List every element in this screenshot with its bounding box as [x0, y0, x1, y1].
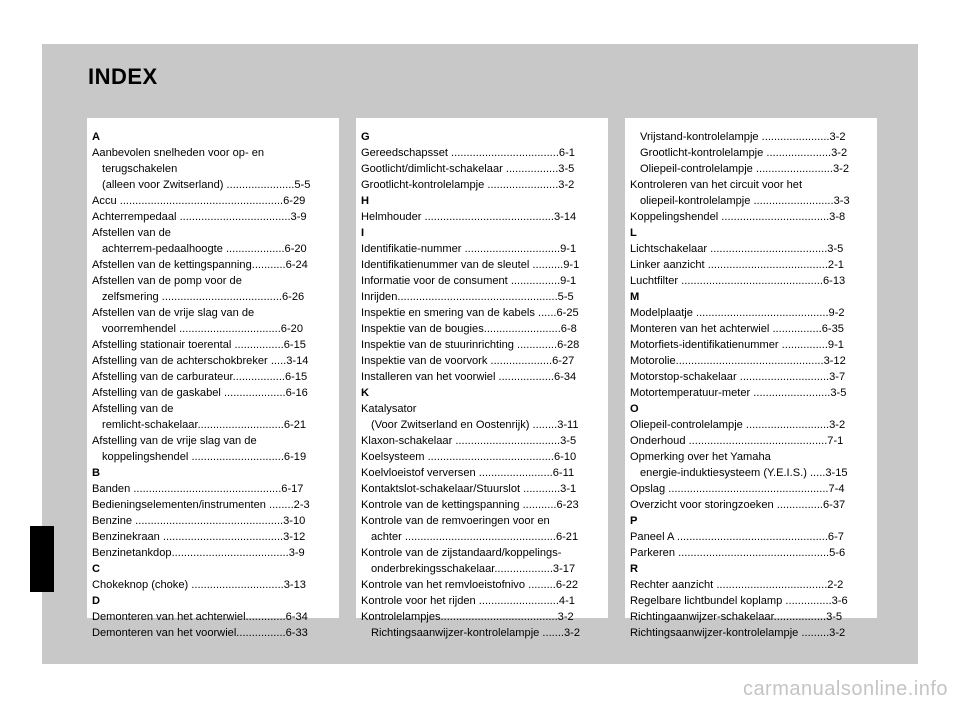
index-column-2	[356, 118, 608, 639]
page-title: INDEX	[88, 64, 158, 89]
index-entry: Afstellen van de	[92, 227, 171, 239]
index-entry: Benzinetankdop......................................3-9	[92, 547, 305, 559]
index-entry: Regelbare lichtbundel koplamp ...............3-6	[630, 595, 848, 607]
index-list	[87, 129, 339, 641]
index-entry: Bedieningselementen/instrumenten ........2-3	[92, 499, 310, 511]
index-entry: Motortemperatuur-meter .........................3-5	[630, 387, 847, 399]
section-letter: G	[361, 131, 370, 143]
index-entry: Demonteren van het voorwiel................6-33	[92, 627, 308, 639]
index-entry: Kontroleren van het circuit voor het	[630, 179, 803, 191]
watermark: carmanualsonline.info	[742, 678, 948, 700]
index-entry: Accu .....................................................6-29	[92, 195, 306, 207]
index-entry: Kontrole van de kettingspanning ...........6-23	[361, 499, 579, 511]
index-entry: Linker aanzicht .......................................2-1	[630, 259, 844, 271]
index-entry: Afstellen van de pomp voor de	[92, 275, 242, 287]
index-entry: zelfsmering .......................................6-26	[102, 291, 305, 303]
section-letter: D	[92, 595, 101, 607]
index-entry: Kontrolelampjes......................................3-2	[361, 611, 574, 623]
index-entry: achterrem-pedaalhoogte ...................6-20	[102, 243, 307, 255]
index-entry: energie-induktiesysteem (Y.E.I.S.) .....3-15	[640, 467, 848, 479]
index-entry: Koelsysteem .........................................6-10	[361, 451, 577, 463]
section-letter: C	[92, 563, 101, 575]
index-entry: Kontrole van het remvloeistofnivo .........6-22	[361, 579, 579, 591]
index-entry: Modelplaatje ...........................................9-2	[630, 307, 845, 319]
index-entry: Rechter aanzicht ....................................2-2	[630, 579, 844, 591]
chapter-tab-marker	[30, 526, 54, 592]
index-entry: Klaxon-schakelaar ..................................3-5	[361, 435, 577, 447]
index-entry: Richtingsaanwijzer-kontrolelampje .......3-2	[371, 627, 581, 639]
section-letter: A	[92, 131, 101, 143]
index-entry: Banden ................................................6-17	[92, 483, 304, 495]
index-entry: terugschakelen	[102, 163, 178, 175]
index-entry: Kontrole van de remvoeringen voor en	[361, 515, 550, 527]
index-entry: Afstellen van de vrije slag van de	[92, 307, 255, 319]
index-entry: Benzinekraan .......................................3-12	[92, 531, 306, 543]
index-entry: voorremhendel .................................6-20	[102, 323, 303, 335]
index-entry: Grootlicht-kontrolelampje .......................3-2	[361, 179, 575, 191]
index-entry: Koelvloeistof verversen ........................6-11	[361, 467, 575, 479]
index-entry: Achterrempedaal ....................................3-9	[92, 211, 307, 223]
index-entry: Inrijden....................................................5-5	[361, 291, 574, 303]
section-letter: I	[361, 227, 365, 239]
index-entry: Identifikatie-nummer ...............................9-1	[361, 243, 577, 255]
index-entry: Motorstop-schakelaar .............................3-7	[630, 371, 846, 383]
index-entry: Parkeren .................................................5-6	[630, 547, 846, 559]
index-entry: Paneel A .................................................6-7	[630, 531, 844, 543]
index-entry: Luchtfilter ..............................................6-13	[630, 275, 846, 287]
section-letter: H	[361, 195, 370, 207]
index-entry: Afstelling van de carburateur.................6-15	[92, 371, 308, 383]
index-entry: (Voor Zwitserland en Oostenrijk) ........3-11	[371, 419, 579, 431]
index-entry: Inspektie van de voorvork ....................6-27	[361, 355, 575, 367]
index-entry: Oliepeil-controlelampje ...........................3-2	[630, 419, 846, 431]
index-entry: Afstelling van de vrije slag van de	[92, 435, 257, 447]
index-entry: Onderhoud .............................................7-1	[630, 435, 844, 447]
index-entry: Afstelling stationair toerental ................6-15	[92, 339, 306, 351]
index-entry: onderbrekingsschakelaar...................3-17	[371, 563, 576, 575]
index-entry: Motorolie................................................3-12	[630, 355, 846, 367]
index-entry: Kontrole van de zijstandaard/koppelings-	[361, 547, 562, 559]
index-entry: Identifikatienummer van de sleutel ..........9-1	[361, 259, 580, 271]
index-entry: Inspektie en smering van de kabels ......6-25	[361, 307, 579, 319]
index-column-1	[87, 118, 339, 639]
index-entry: Aanbevolen snelheden voor op- en	[92, 147, 265, 159]
index-entry: Inspektie van de stuurinrichting .............6-28	[361, 339, 580, 351]
index-entry: oliepeil-kontrolelampje ..........................3-3	[640, 195, 850, 207]
index-entry: Afstelling van de gaskabel ....................6-16	[92, 387, 308, 399]
index-entry: Lichtschakelaar ......................................3-5	[630, 243, 844, 255]
index-entry: Afstelling van de achterschokbreker .....3-14	[92, 355, 309, 367]
index-entry: Gootlicht/dimlicht-schakelaar .................3-5	[361, 163, 575, 175]
index-entry: Opmerking over het Yamaha	[630, 451, 771, 463]
index-entry: Installeren van het voorwiel ..................6-34	[361, 371, 577, 383]
section-letter: B	[92, 467, 101, 479]
index-column-3	[625, 118, 877, 639]
index-entry: Kontrole voor het rijden ..........................4-1	[361, 595, 575, 607]
index-entry: Informatie voor de consument ................9-1	[361, 275, 577, 287]
index-entry: Demonteren van het achterwiel.............6-34	[92, 611, 308, 623]
index-entry: (alleen voor Zwitserland) ......................5-5	[102, 179, 311, 191]
index-entry: Chokeknop (choke) ..............................3-13	[92, 579, 306, 591]
index-entry: Vrijstand-kontrolelampje ......................3-2	[640, 131, 846, 143]
index-list	[356, 129, 608, 641]
index-entry: Helmhouder ..........................................3-14	[361, 211, 577, 223]
index-entry: Koppelingshendel ...................................3-8	[630, 211, 846, 223]
section-letter: O	[630, 403, 639, 415]
index-entry: Katalysator	[361, 403, 417, 415]
index-entry: Kontaktslot-schakelaar/Stuurslot ............3-1	[361, 483, 577, 495]
index-entry: Richtingsaanwijzer-kontrolelampje .........3-2	[630, 627, 846, 639]
index-entry: Richtingaanwijzer-schakelaar.................3-5	[630, 611, 843, 623]
index-entry: Afstellen van de kettingspanning...........6-24	[92, 259, 308, 271]
index-entry: Oliepeil-controlelampje .........................3-2	[640, 163, 850, 175]
index-entry: remlicht-schakelaar............................6-21	[102, 419, 307, 431]
index-entry: Grootlicht-kontrolelampje .....................3-2	[640, 147, 848, 159]
index-entry: koppelingshendel ..............................6-19	[102, 451, 307, 463]
index-entry: Opslag ....................................................7-4	[630, 483, 845, 495]
section-letter: L	[630, 227, 637, 239]
section-letter: R	[630, 563, 639, 575]
section-letter: P	[630, 515, 638, 527]
index-entry: Inspektie van de bougies.........................6-8	[361, 323, 577, 335]
index-list	[625, 129, 877, 641]
section-letter: M	[630, 291, 640, 303]
section-letter: K	[361, 387, 370, 399]
index-entry: Gereedschapsset ...................................6-1	[361, 147, 575, 159]
index-entry: Motorfiets-identifikatienummer ...............9-1	[630, 339, 844, 351]
index-entry: Benzine ................................................3-10	[92, 515, 306, 527]
index-entry: achter .................................................6-21	[371, 531, 579, 543]
index-entry: Overzicht voor storingzoeken ...............6-37	[630, 499, 846, 511]
index-entry: Afstelling van de	[92, 403, 174, 415]
index-entry: Monteren van het achterwiel ................6-35	[630, 323, 844, 335]
